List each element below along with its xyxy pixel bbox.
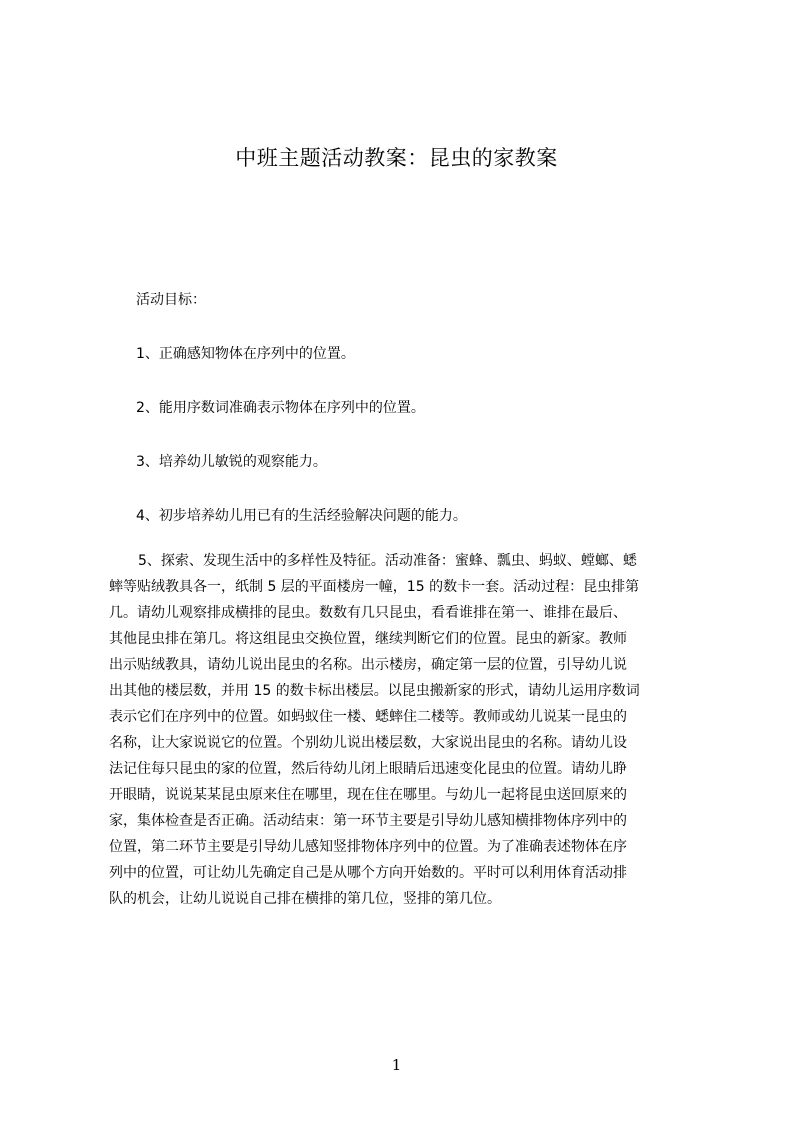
goal-item-4: 4、初步培养幼儿用已有的生活经验解决问题的能力。	[136, 508, 467, 524]
body-line: 出示贴绒教具，请幼儿说出昆虫的名称。出示楼房，确定第一层的位置，引导幼儿说	[109, 657, 627, 673]
page-number: 1	[391, 1056, 402, 1074]
goal-item-3: 3、培养幼儿敏锐的观察能力。	[136, 454, 327, 470]
body-line: 出其他的楼层数，并用 15 的数卡标出楼层。以昆虫搬新家的形式，请幼儿运用序数词	[109, 683, 640, 699]
body-line: 其他昆虫排在第几。将这组昆虫交换位置，继续判断它们的位置。昆虫的新家。教师	[109, 631, 627, 647]
body-line: 位置，第二环节主要是引导幼儿感知竖排物体序列中的位置。为了准确表述物体在序	[109, 839, 627, 855]
goal-item-2: 2、能用序数词准确表示物体在序列中的位置。	[136, 400, 425, 416]
body-line: 开眼睛，说说某某昆虫原来住在哪里，现在住在哪里。与幼儿一起将昆虫送回原来的	[109, 787, 627, 803]
body-line: 表示它们在序列中的位置。如蚂蚁住一楼、蟋蟀住二楼等。教师或幼儿说某一昆虫的	[109, 709, 627, 725]
body-line: 几。请幼儿观察排成横排的昆虫。数数有几只昆虫，看看谁排在第一、谁排在最后、	[109, 605, 627, 621]
section-heading: 活动目标：	[136, 292, 206, 308]
body-line: 家，集体检查是否正确。活动结束：第一环节主要是引导幼儿感知横排物体序列中的	[109, 813, 627, 829]
body-line: 5、探索、发现生活中的多样性及特征。活动准备：蜜蜂、瓢虫、蚂蚁、螳螂、蟋	[138, 553, 637, 569]
body-paragraph	[109, 548, 711, 912]
goal-item-1: 1、正确感知物体在序列中的位置。	[136, 346, 355, 362]
body-line: 队的机会，让幼儿说说自己排在横排的第几位，竖排的第几位。	[109, 891, 501, 907]
body-line: 蟀等贴绒教具各一，纸制 5 层的平面楼房一幢，15 的数卡一套。活动过程：昆虫排第	[109, 579, 640, 595]
document-title: 中班主题活动教案：昆虫的家教案	[235, 146, 558, 170]
body-line: 法记住每只昆虫的家的位置，然后待幼儿闭上眼睛后迅速变化昆虫的位置。请幼儿睁	[109, 761, 627, 777]
body-line: 名称，让大家说说它的位置。个别幼儿说出楼层数，大家说出昆虫的名称。请幼儿设	[109, 735, 627, 751]
body-line: 列中的位置，可让幼儿先确定自己是从哪个方向开始数的。平时可以利用体育活动排	[109, 865, 627, 881]
